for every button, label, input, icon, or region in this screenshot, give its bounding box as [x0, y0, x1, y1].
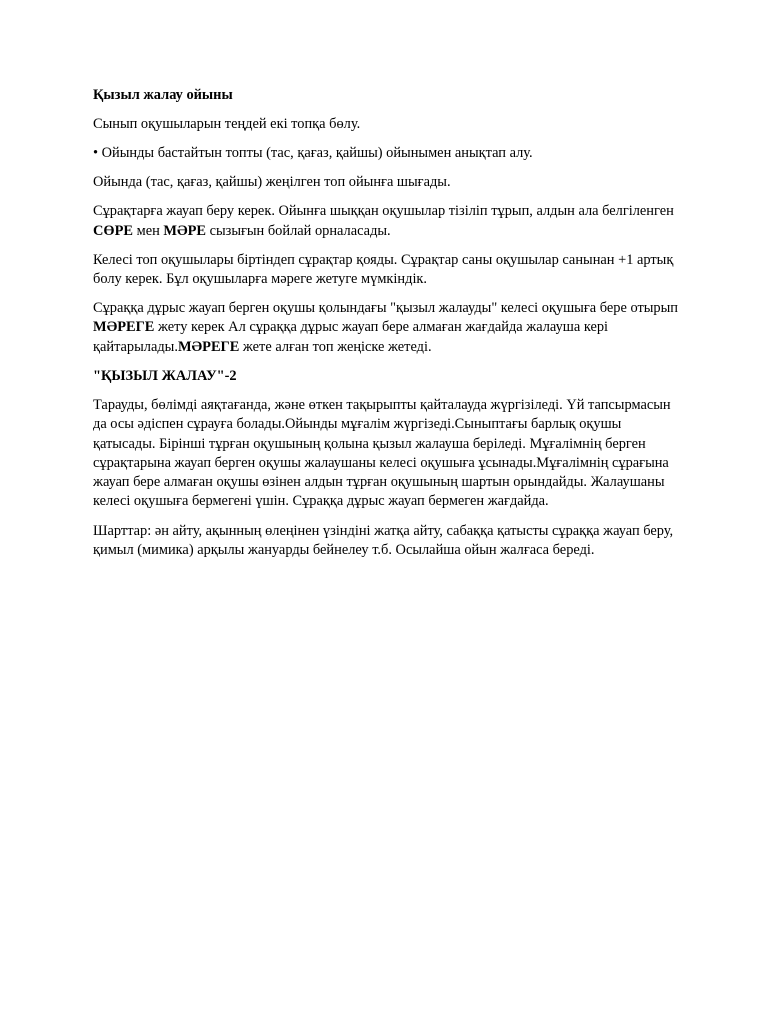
section-heading — [93, 367, 683, 386]
start-line-term: СӨРЕ — [93, 222, 133, 239]
paragraph-text: жету керек Ал сұраққа дұрыс жауап бере алмаған жағдайда жалауша кері қайтарылады. — [93, 319, 609, 355]
paragraph-text: Сұрақтарға жауап беру керек. Ойынға шыққан оқушылар тізіліп тұрып, алдын ала белгіленген — [93, 203, 674, 220]
paragraph-text: сызығын бойлай орналасады. — [205, 222, 391, 239]
paragraph-start-finish-line — [93, 202, 683, 241]
paragraph-game-variant-description: Тарауды, бөлімді аяқтағанда, және өткен тақырыпты қайталауда жүргізіледі. Үй тапсырмасын да осы әдіспен сұрауға болады.Ойынды мұғалім жүргізеді.Сыныптағы барлық оқушы қатысады. Бірінші тұрған оқушының қолына қызыл жалауша беріледі. Мұғалімнің берген сұрақтарына жауап берген оқушы жалаушаны келесі оқушыға ұсынады.Мұғалімнің сұрағына жауап бере алмаған оқушы өзінен алдын тұрған оқушының шартын орындайды. Жалаушаны келесі оқушыға бермегені үшін. Сұраққа дұрыс жауап бермеген жағдайда. — [93, 396, 671, 510]
paragraph-losing-team: Ойында (тас, қағаз, қайшы) жеңілген топ ойынға шығады. — [93, 174, 451, 191]
finish-term: МӘРЕГЕ — [93, 319, 155, 336]
paragraph-conditions: Шарттар: ән айту, ақынның өлеңінен үзіндіні жатқа айту, сабаққа қатысты сұраққа жауап беру, қимыл (мимика) арқылы жануарды бейнелеу т.б. Осылайша ойын жалғаса береді. — [93, 522, 674, 558]
document-title-text: Қызыл жалау ойыны — [93, 87, 233, 103]
paragraph-split-teams: Сынып оқушыларын теңдей екі топқа бөлу. — [93, 116, 361, 133]
finish-term: МӘРЕГЕ — [177, 338, 240, 355]
paragraph-text: Сұраққа дұрыс жауап берген оқушы қолындағы "қызыл жалауды" келесі оқушыға бере отырып — [93, 300, 678, 317]
section-heading-text: "ҚЫЗЫЛ ЖАЛАУ"-2 — [93, 367, 237, 384]
document-title — [93, 86, 683, 105]
paragraph-flag-passing — [93, 299, 683, 357]
paragraph-questions: Келесі топ оқушылары біртіндеп сұрақтар қояды. Сұрақтар саны оқушылар санынан +1 артық болу керек. Бұл оқушыларға мәреге жетуге мүмкіндік. — [93, 251, 674, 288]
document-body — [93, 86, 683, 570]
finish-line-term: МӘРЕ — [163, 222, 206, 239]
paragraph-rock-paper-scissors: • Ойынды бастайтын топты (тас, қағаз, қайшы) ойынымен анықтап алу. — [93, 145, 533, 162]
paragraph-text: жете алған топ жеңіске жетеді. — [239, 338, 432, 355]
paragraph-text: мен — [132, 222, 164, 239]
